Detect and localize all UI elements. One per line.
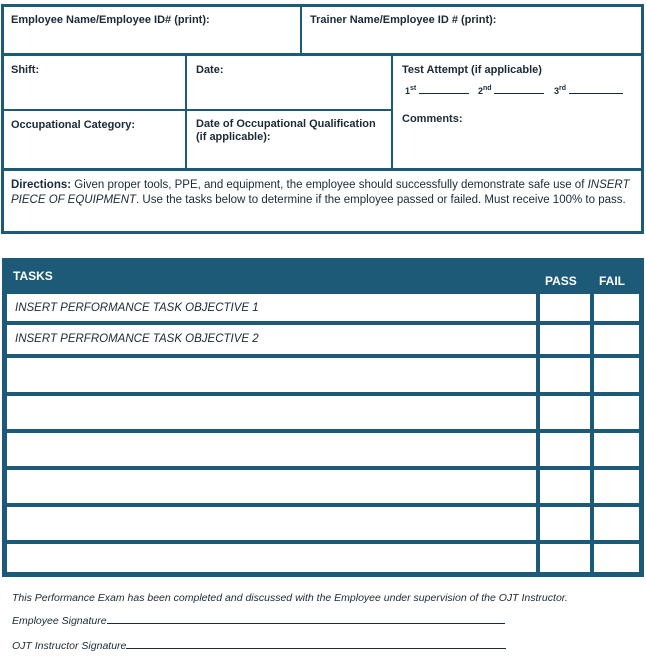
task-row — [5, 431, 641, 468]
task-row — [5, 323, 641, 356]
test-attempt-label: Test Attempt (if applicable) — [402, 64, 542, 76]
task-cell[interactable] — [5, 505, 538, 542]
task-cell[interactable] — [5, 542, 538, 574]
task-row — [5, 394, 641, 431]
test-attempt-cell — [393, 56, 641, 111]
fail-checkbox-cell[interactable] — [592, 431, 641, 468]
attempt-2[interactable]: 2nd — [478, 86, 544, 96]
task-cell[interactable] — [5, 394, 538, 431]
fail-header: FAIL — [599, 274, 625, 288]
pass-checkbox-cell[interactable] — [538, 292, 592, 323]
completion-statement: This Performance Exam has been completed and discussed with the Employee under supervision of the OJT Instructor. — [12, 592, 568, 604]
pass-header: PASS — [545, 274, 577, 288]
pass-checkbox-cell[interactable] — [538, 431, 592, 468]
fail-checkbox-cell[interactable] — [592, 468, 641, 505]
pass-checkbox-cell[interactable] — [538, 394, 592, 431]
fail-checkbox-cell[interactable] — [592, 292, 641, 323]
task-cell[interactable] — [5, 292, 538, 323]
occupational-category-label: Occupational Category: — [11, 119, 136, 131]
shift-label: Shift: — [11, 64, 40, 76]
pass-checkbox-cell[interactable] — [538, 505, 592, 542]
trainer-name-label: Trainer Name/Employee ID # (print): — [310, 14, 497, 26]
task-row — [5, 542, 641, 574]
task-objective-text: INSERT PERFORMANCE TASK OBJECTIVE 1 — [15, 302, 259, 314]
directions-label: Directions: — [11, 179, 72, 191]
employee-signature-label: Employee Signature — [12, 615, 107, 627]
tasks-table — [2, 258, 644, 577]
fail-checkbox-cell[interactable] — [592, 323, 641, 356]
date-qualification-cell[interactable] — [187, 111, 393, 168]
instructor-signature-label: OJT Instructor Signature — [12, 640, 127, 652]
attempt-3[interactable]: 3rd — [554, 86, 623, 96]
employee-name-label: Employee Name/Employee ID# (print): — [11, 14, 210, 26]
fail-checkbox-cell[interactable] — [592, 394, 641, 431]
attempt-1[interactable]: 1st — [405, 86, 469, 96]
directions-block — [4, 168, 641, 231]
task-objective-text: INSERT PERFROMANCE TASK OBJECTIVE 2 — [15, 333, 259, 345]
comments-label: Comments: — [402, 113, 463, 125]
task-row — [5, 505, 641, 542]
instructor-signature-row[interactable] — [12, 640, 506, 652]
fail-checkbox-cell[interactable] — [592, 542, 641, 574]
task-row — [5, 468, 641, 505]
shift-cell[interactable] — [4, 56, 187, 111]
fail-checkbox-cell[interactable] — [592, 505, 641, 542]
pass-checkbox-cell[interactable] — [538, 356, 592, 394]
trainer-name-cell[interactable] — [302, 7, 641, 56]
occupational-category-cell[interactable] — [4, 111, 187, 168]
employee-signature-row[interactable] — [12, 615, 505, 627]
instructor-signature-line[interactable] — [126, 648, 506, 649]
pass-checkbox-cell[interactable] — [538, 468, 592, 505]
task-row — [5, 356, 641, 394]
task-cell[interactable] — [5, 356, 538, 394]
equipment-placeholder: INSERT PIECE OF EQUIPMENT — [11, 179, 630, 206]
employee-name-cell[interactable] — [4, 7, 302, 56]
comments-cell[interactable] — [393, 111, 641, 168]
tasks-header: TASKS — [13, 269, 53, 283]
pass-checkbox-cell[interactable] — [538, 542, 592, 574]
tasks-header-row — [5, 261, 641, 292]
task-row — [5, 292, 641, 323]
task-cell[interactable] — [5, 323, 538, 356]
task-cell[interactable] — [5, 431, 538, 468]
date-cell[interactable] — [187, 56, 393, 111]
directions-text: Directions: Given proper tools, PPE, and equipment, the employee should successfully demonstrate safe use of INSERT PIECE OF EQUIPMENT. Use the tasks below to determine if the employee passed or failed. Must receive 100% to pass. — [11, 179, 630, 206]
pass-checkbox-cell[interactable] — [538, 323, 592, 356]
fail-checkbox-cell[interactable] — [592, 356, 641, 394]
employee-signature-line[interactable] — [107, 623, 505, 624]
task-cell[interactable] — [5, 468, 538, 505]
date-label: Date: — [196, 64, 224, 76]
date-qualification-label: Date of Occupational Qualification (if applicable): — [196, 118, 376, 143]
